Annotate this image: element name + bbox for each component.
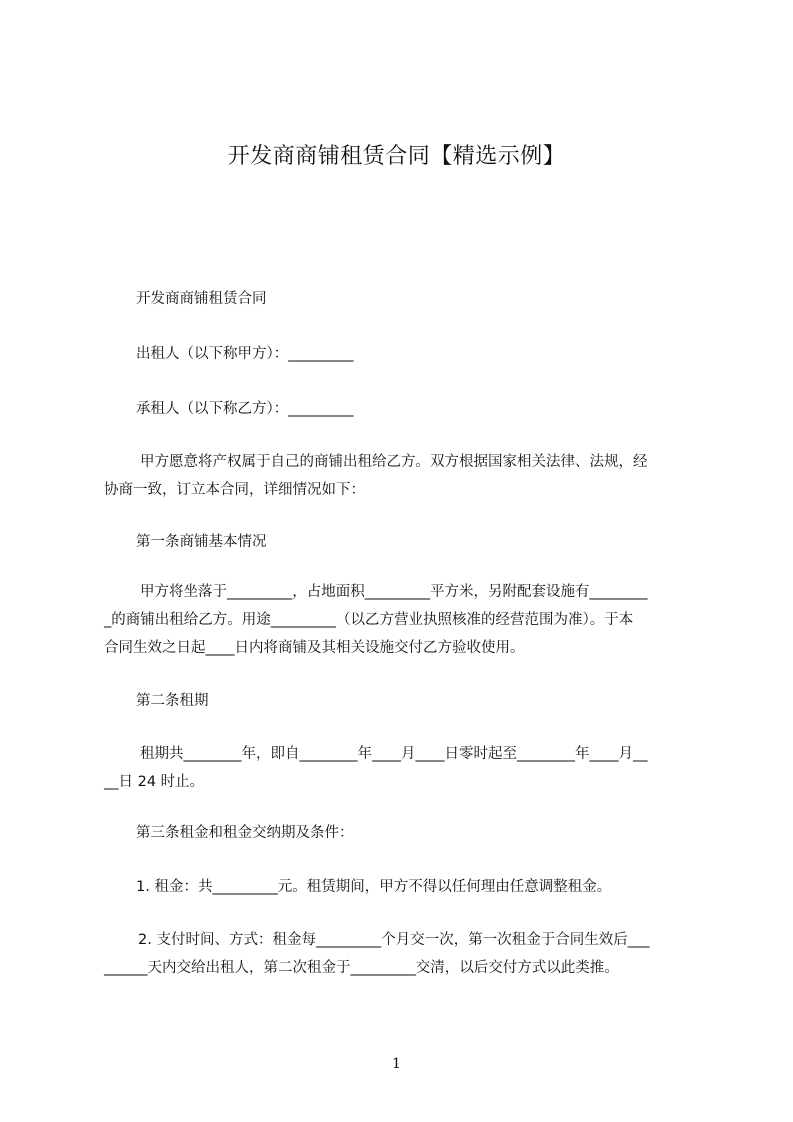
- intro-line-1: 甲方愿意将产权属于自己的商铺出租给乙方。双方根据国家相关法律、法规，经: [140, 454, 648, 470]
- intro-paragraph: [104, 448, 700, 504]
- document-title: 开发商商铺租赁合同【精选示例】: [227, 144, 566, 169]
- article-1-title: 第一条商铺基本情况: [136, 534, 267, 550]
- article-3-item-2: [104, 926, 700, 982]
- lessor-line: 出租人（以下称甲方）：_________: [136, 346, 354, 362]
- article-1-line-3: 合同生效之日起____日内将商铺及其相关设施交付乙方验收使用。: [104, 640, 525, 656]
- article-2-paragraph: [104, 740, 700, 796]
- contract-heading: 开发商商铺租赁合同: [136, 291, 267, 307]
- intro-line-2: 协商一致，订立本合同，详细情况如下：: [104, 482, 365, 498]
- article-2-line-1: 租期共________年，即自________年____月____日零时起至________年____月__: [140, 746, 648, 762]
- article-3-title: 第三条租金和租金交纳期及条件：: [136, 825, 354, 841]
- article-3-item-2-line-2: ______天内交给出租人，第二次租金于_________交清，以后交付方式以此类推。: [104, 960, 619, 976]
- article-3-item-2-line-1: 2. 支付时间、方式：租金每_________个月交一次，第一次租金于合同生效后___: [138, 932, 650, 948]
- lessee-line: 承租人（以下称乙方）：_________: [136, 401, 354, 417]
- article-1-line-1: 甲方将坐落于_________，占地面积_________平方米，另附配套设施有________: [140, 584, 648, 600]
- article-1-paragraph: [104, 578, 700, 662]
- article-2-line-2: __日 24 时止。: [104, 774, 205, 790]
- article-1-line-2: _的商铺出租给乙方。用途_________（以乙方营业执照核准的经营范围为准）。于本: [104, 612, 634, 628]
- page-number: 1: [392, 1056, 401, 1072]
- article-2-title: 第二条租期: [136, 693, 209, 709]
- article-3-item-1: 1. 租金：共_________元。租赁期间，甲方不得以任何理由任意调整租金。: [136, 879, 612, 895]
